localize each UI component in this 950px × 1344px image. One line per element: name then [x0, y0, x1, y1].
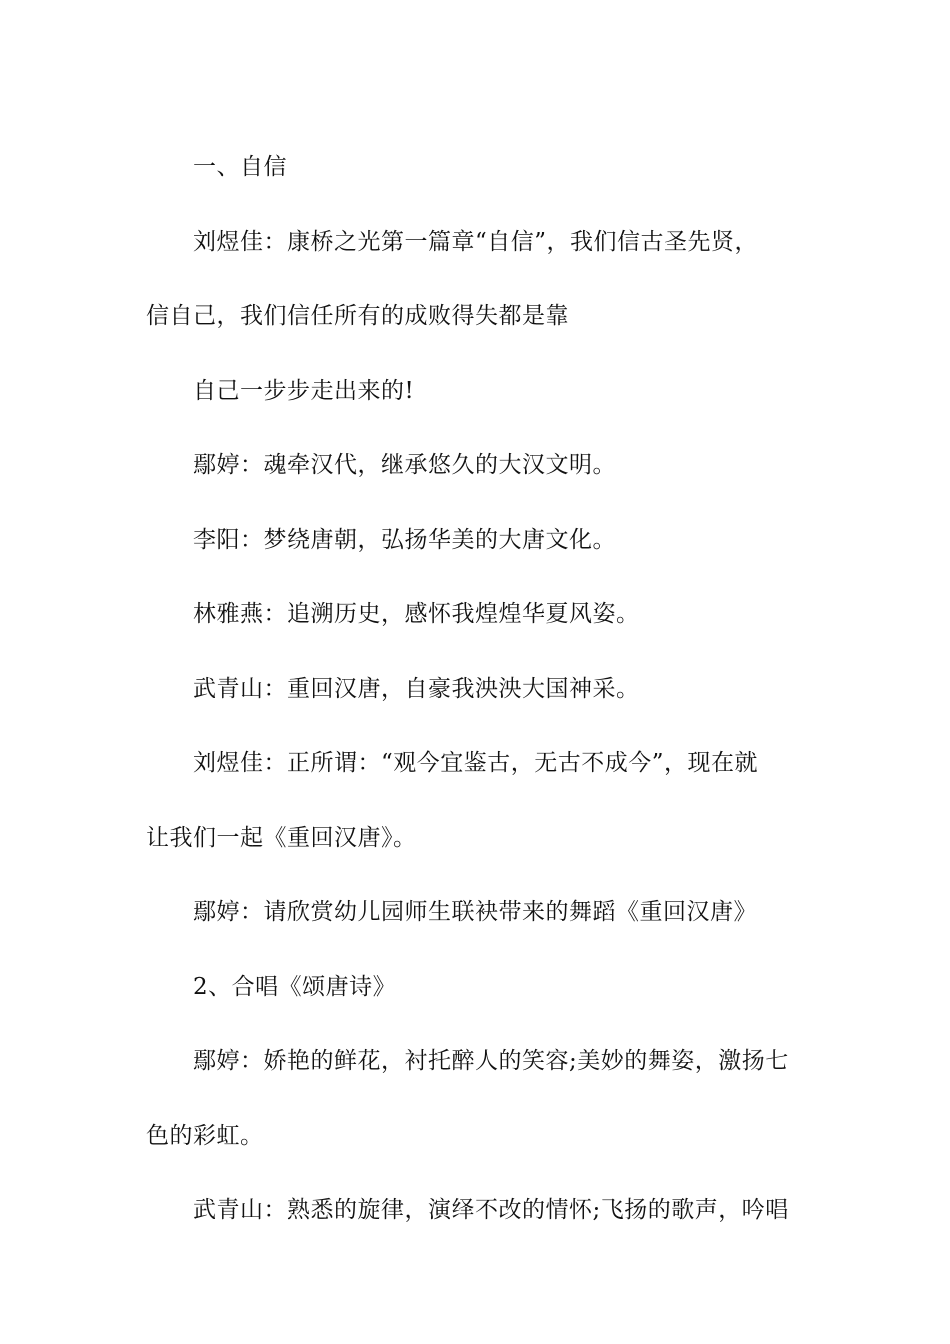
section-heading-chorus: 2、合唱《颂唐诗》	[193, 973, 397, 1000]
paragraph-continuation: 色的彩虹。	[146, 1122, 264, 1149]
paragraph: 武青山：重回汉唐，自豪我泱泱大国神采。	[193, 675, 640, 702]
paragraph: 鄢婷：魂牵汉代，继承悠久的大汉文明。	[193, 452, 616, 478]
paragraph: 李阳：梦绕唐朝，弘扬华美的大唐文化。	[193, 526, 616, 553]
document-body	[146, 130, 808, 1248]
section-heading-confidence: 一、自信	[193, 154, 287, 180]
paragraph: 林雅燕：追溯历史，感怀我煌煌华夏风姿。	[193, 601, 640, 627]
paragraph: 刘煜佳：正所谓：“观今宜鉴古，无古不成今”，现在就	[193, 750, 759, 776]
paragraph: 武青山：熟悉的旋律，演绎不改的情怀;飞扬的歌声，吟唱	[193, 1197, 789, 1223]
paragraph: 鄢婷：娇艳的鲜花，衬托醉人的笑容;美妙的舞姿，激扬七	[193, 1048, 789, 1074]
paragraph: 鄢婷：请欣赏幼儿园师生联袂带来的舞蹈《重回汉唐》	[193, 899, 757, 925]
paragraph: 自己一步步走出来的!	[193, 377, 415, 404]
paragraph: 刘煜佳：康桥之光第一篇章“自信”，我们信古圣先贤，	[193, 228, 759, 255]
paragraph-continuation: 信自己，我们信任所有的成败得失都是靠	[146, 303, 569, 329]
paragraph-continuation: 让我们一起《重回汉唐》。	[146, 824, 417, 851]
